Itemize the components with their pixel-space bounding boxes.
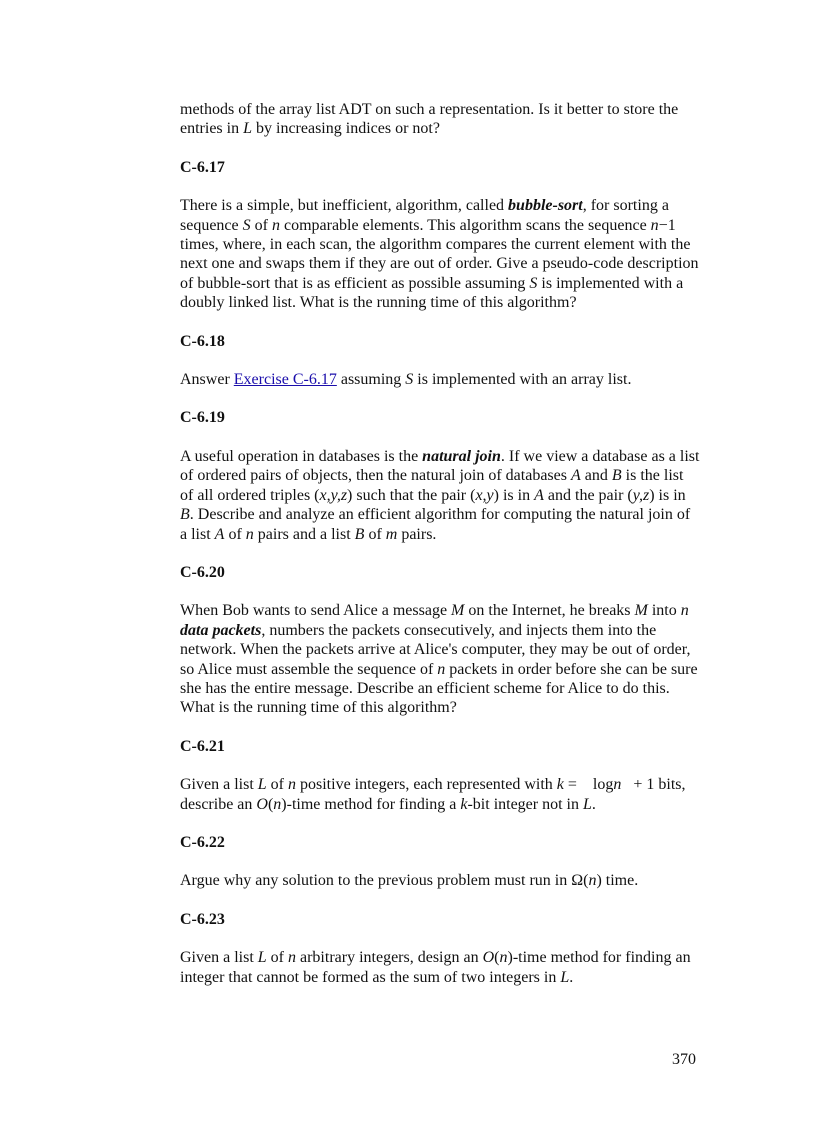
text: Answer bbox=[180, 371, 234, 389]
exercise-body-c623 bbox=[180, 948, 700, 987]
text: . bbox=[569, 968, 574, 986]
text: packets in order before she can be sure she has the entire message. Describe an efficient scheme for Alice to do this. What is the running time of this algorithm? bbox=[180, 660, 698, 717]
text: ( bbox=[494, 949, 500, 967]
text: , for sorting a sequence bbox=[180, 197, 669, 234]
text: . bbox=[591, 795, 596, 813]
exercise-title-c618: C-6.18 bbox=[180, 332, 225, 350]
text: When Bob wants to send Alice a message bbox=[180, 602, 452, 620]
var: A bbox=[214, 525, 225, 543]
text: ) is in bbox=[493, 486, 535, 504]
text: Given a list bbox=[180, 949, 258, 967]
var: n bbox=[650, 216, 659, 234]
text: Argue why any solution to the previous problem must run in Ω( bbox=[180, 872, 589, 890]
var: k bbox=[556, 776, 564, 794]
text: Given a list bbox=[180, 776, 258, 794]
var: S bbox=[242, 216, 251, 234]
text: of bbox=[266, 949, 288, 967]
text: arbitrary integers, design an bbox=[296, 949, 483, 967]
exercise-title-c623: C-6.23 bbox=[180, 910, 225, 928]
text: of bbox=[364, 525, 386, 543]
var: x,y bbox=[475, 486, 494, 504]
text: and the pair ( bbox=[543, 486, 633, 504]
var: n bbox=[271, 216, 280, 234]
text: of bbox=[224, 525, 246, 543]
var: B bbox=[611, 467, 622, 485]
text: is implemented with a doubly linked list. What is the running time of this algorithm? bbox=[180, 274, 684, 312]
exercise-title-c617: C-6.17 bbox=[180, 158, 225, 176]
var: x,y,z bbox=[319, 486, 348, 504]
var: n bbox=[588, 872, 597, 890]
text: methods of the array list ADT on such a representation. Is it better to store the entries in bbox=[180, 101, 679, 138]
var: n bbox=[680, 602, 689, 620]
text: There is a simple, but inefficient, algorithm, called bbox=[180, 197, 509, 215]
text: by increasing indices or not? bbox=[252, 120, 440, 138]
var: n bbox=[288, 949, 296, 967]
var: L bbox=[560, 968, 570, 986]
text: ) time. bbox=[596, 872, 639, 890]
text: of bbox=[266, 776, 288, 794]
var: B bbox=[354, 525, 365, 543]
var: y,z bbox=[632, 486, 650, 504]
page-number: 370 bbox=[672, 1051, 696, 1068]
exercise-title-c620: C-6.20 bbox=[180, 563, 225, 581]
var: M bbox=[451, 602, 465, 620]
text: positive integers, each represented with bbox=[296, 776, 557, 794]
var: S bbox=[529, 274, 538, 292]
intro-paragraph bbox=[180, 100, 700, 139]
var: O bbox=[482, 949, 495, 967]
text: ) such that the pair ( bbox=[347, 486, 476, 504]
text: is the list of all ordered triples ( bbox=[180, 467, 684, 504]
term: data packets bbox=[180, 621, 262, 639]
exercise-body-c620 bbox=[180, 601, 700, 717]
text: . Describe and analyze an efficient algorithm for computing the natural join of a list bbox=[180, 506, 691, 543]
var: n bbox=[499, 949, 508, 967]
exercise-body-c618 bbox=[180, 370, 700, 389]
exercise-body-c622 bbox=[180, 871, 700, 890]
var: A bbox=[570, 467, 581, 485]
var: n bbox=[613, 776, 622, 794]
text: comparable elements. This algorithm scans the sequence bbox=[279, 216, 651, 234]
var: n bbox=[437, 660, 446, 678]
text: )-time method for finding a bbox=[281, 795, 461, 813]
var: L bbox=[257, 949, 267, 967]
text: pairs. bbox=[397, 525, 437, 543]
var: n bbox=[245, 525, 254, 543]
exercise-body-c619 bbox=[180, 447, 700, 544]
var: A bbox=[534, 486, 544, 504]
text: A useful operation in databases is the bbox=[180, 447, 423, 465]
text: )-time method for finding an integer that cannot be formed as the sum of two integers in bbox=[180, 949, 691, 986]
exercise-title-c619: C-6.19 bbox=[180, 409, 225, 427]
var: L bbox=[583, 795, 592, 813]
exercise-body-c617 bbox=[180, 196, 700, 312]
text: , numbers the packets consecutively, and injects them into the network. When the packets arrive at Alice's computer, they may be out of order, so Alice must assemble the sequence of bbox=[180, 621, 691, 678]
term: bubble-sort bbox=[508, 197, 583, 215]
text: assuming bbox=[336, 371, 406, 389]
var: O bbox=[256, 795, 268, 813]
var: L bbox=[257, 776, 267, 794]
text: -bit integer not in bbox=[467, 795, 583, 813]
var: M bbox=[634, 602, 648, 620]
text: . If we view a database as a list of ordered pairs of objects, then the natural join of databases bbox=[180, 447, 700, 485]
var: S bbox=[405, 371, 414, 389]
text: and bbox=[580, 467, 612, 485]
exercise-title-c621: C-6.21 bbox=[180, 737, 225, 755]
text: ) is in bbox=[649, 486, 686, 504]
text: −1 times, where, in each scan, the algorithm compares the current element with the next one and swaps them if they are out of order. Give a pseudo-code description of bubble-sort that is as efficient as possible assuming bbox=[180, 216, 699, 292]
exercise-c617-link[interactable]: Exercise C-6.17 bbox=[233, 371, 337, 389]
var: n bbox=[288, 776, 296, 794]
term: natural join bbox=[422, 447, 501, 465]
text: ( bbox=[267, 795, 274, 813]
var: m bbox=[385, 525, 398, 543]
text: on the Internet, he breaks bbox=[464, 602, 635, 620]
var: B bbox=[180, 506, 190, 524]
text: is implemented with an array list. bbox=[413, 371, 632, 389]
var: k bbox=[460, 795, 468, 813]
text: pairs and a list bbox=[253, 525, 355, 543]
exercise-body-c621 bbox=[180, 775, 700, 814]
text: into bbox=[647, 602, 681, 620]
text: = log bbox=[563, 776, 614, 794]
text: + 1 bits, describe an bbox=[180, 776, 686, 813]
page-content bbox=[180, 100, 700, 1006]
text: of bbox=[250, 216, 272, 234]
var: L bbox=[243, 120, 252, 138]
exercise-title-c622: C-6.22 bbox=[180, 833, 225, 851]
var: n bbox=[273, 795, 282, 813]
